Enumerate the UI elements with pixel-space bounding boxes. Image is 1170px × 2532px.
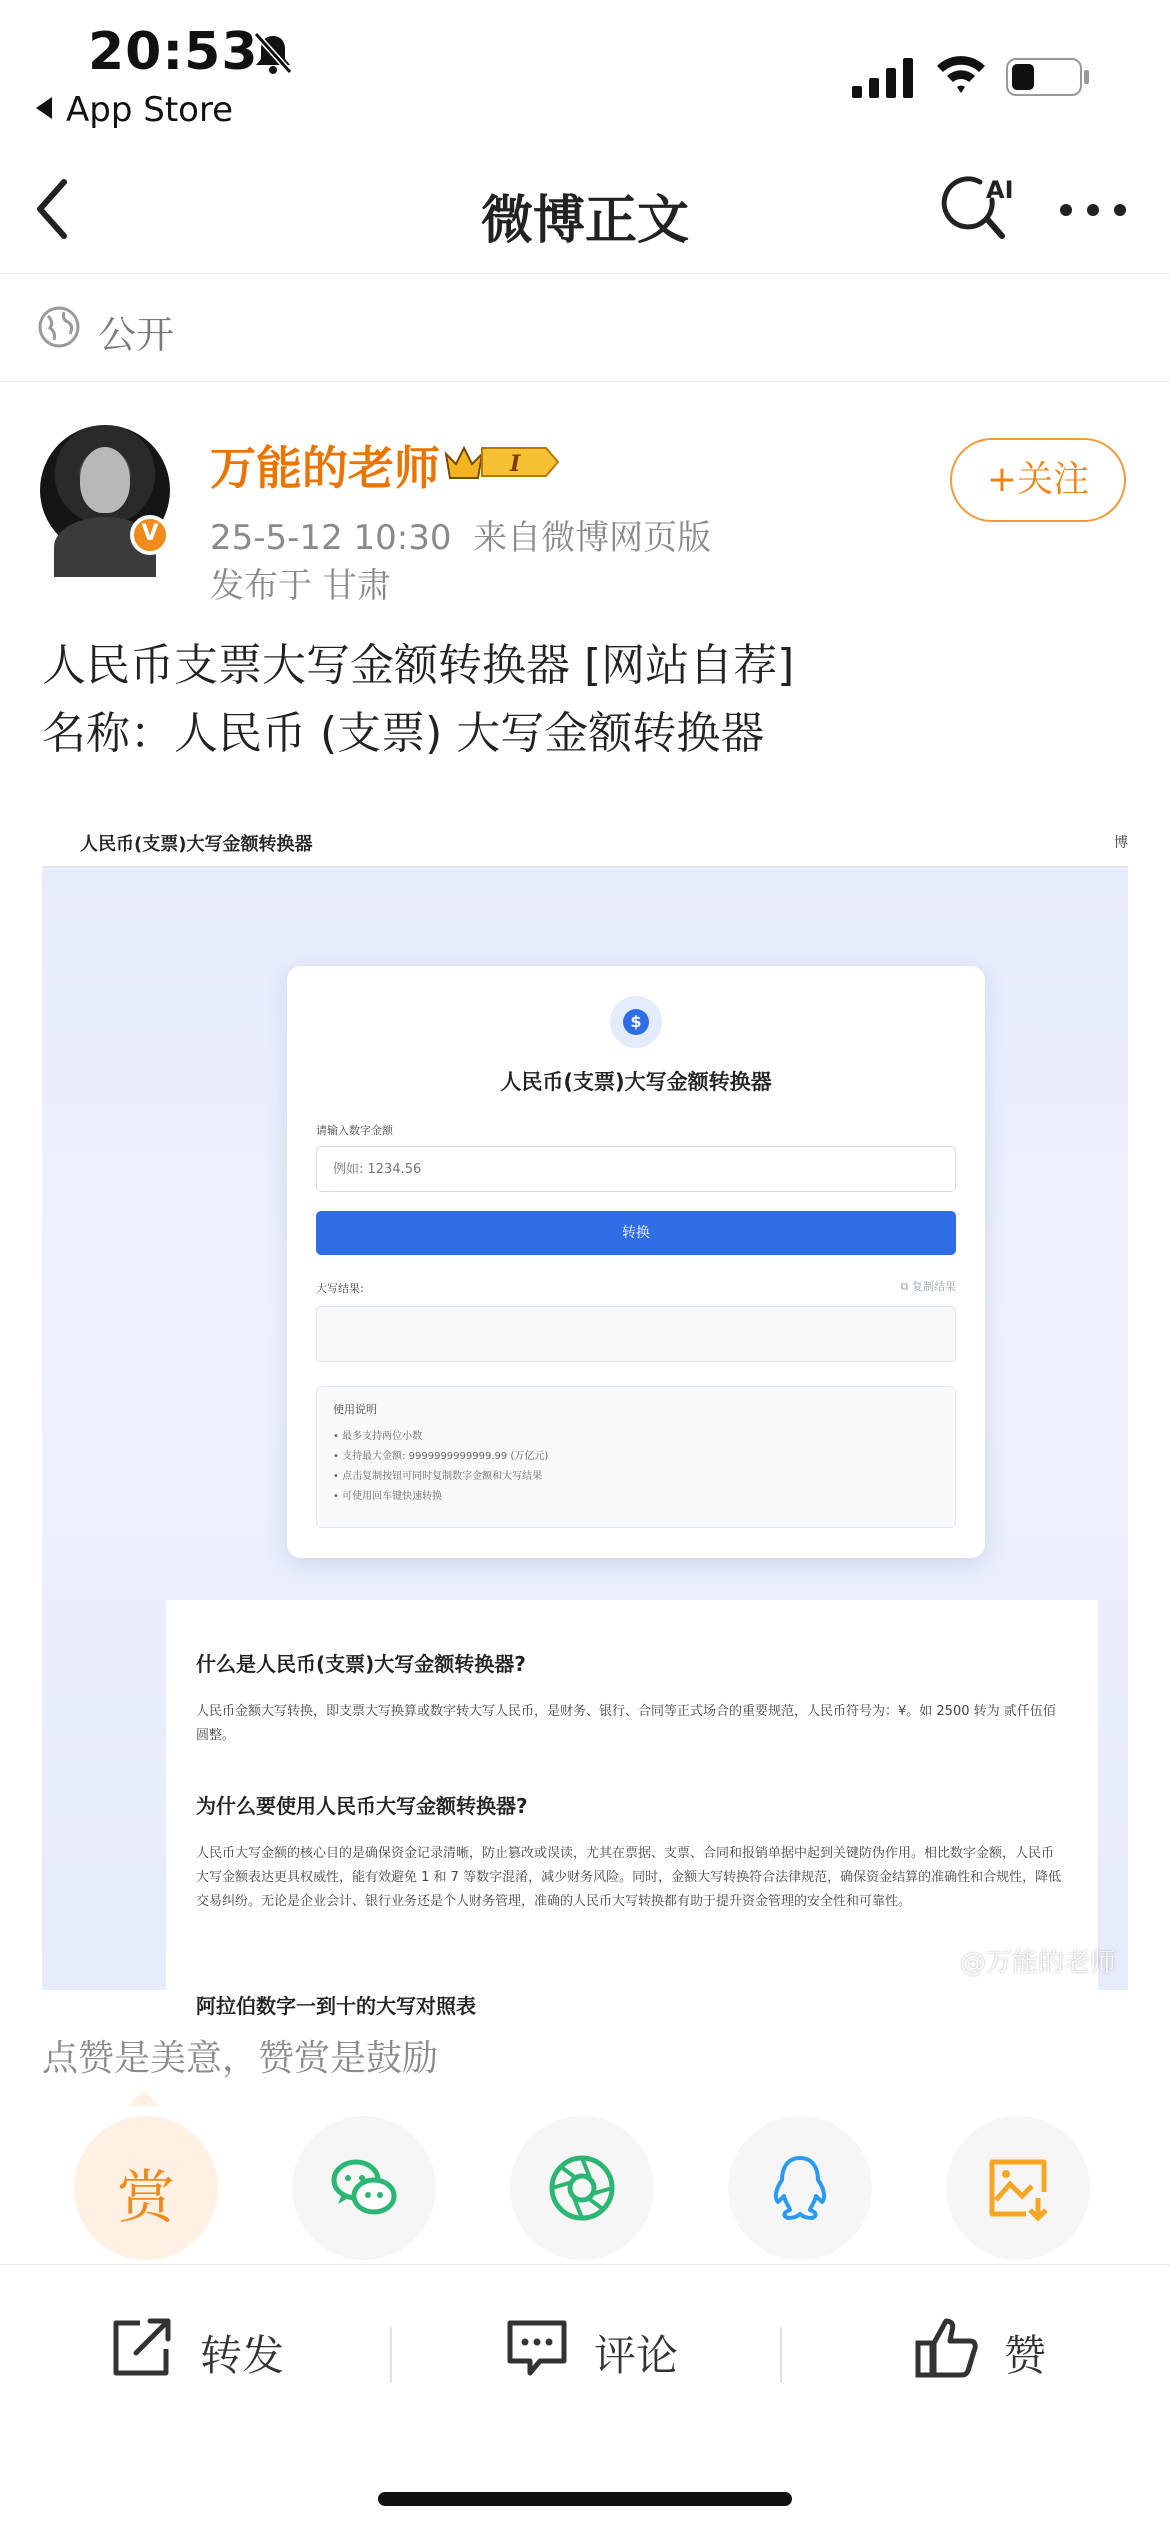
avatar-face — [80, 447, 130, 513]
like-button[interactable] — [914, 2317, 1084, 2381]
embed-site-title: 人民币(支票)大写金额转换器 — [80, 834, 313, 855]
navigation-bar — [0, 140, 1170, 274]
back-app-label: App Store — [66, 90, 234, 130]
usage-instructions — [316, 1386, 956, 1528]
signal-icon — [852, 58, 914, 98]
ai-label: AI — [986, 176, 1014, 204]
home-indicator[interactable] — [378, 2492, 792, 2506]
post-date: 25-5-12 10:30 — [210, 518, 452, 558]
vip-crown-icon — [442, 440, 560, 484]
copy-result-button: ⧉ 复制结果 — [900, 1280, 956, 1293]
usage-item: • 最多支持两位小数 — [333, 1431, 423, 1442]
wifi-icon — [935, 52, 987, 96]
more-icon[interactable] — [1058, 202, 1128, 218]
converter-title: 人民币(支票)大写金额转换器 — [500, 1070, 772, 1094]
back-to-app-store[interactable] — [36, 90, 233, 130]
reward-button[interactable] — [74, 2116, 218, 2260]
result-box — [316, 1306, 956, 1362]
ai-search-icon[interactable] — [940, 170, 1016, 246]
qq-icon — [764, 2152, 836, 2224]
article-paragraph-1: 人民币金额大写转换，即支票大写换算或数字转大写人民币，是财务、银行、合同等正式场合的重要规范，人民币符号为：¥。如 2500 转为 贰仟伍佰圆整。 — [196, 1704, 1056, 1743]
save-image-button[interactable] — [946, 2116, 1090, 2260]
author-name[interactable]: 万能的老师 — [210, 441, 440, 495]
visibility-label: 公开 — [98, 313, 175, 357]
globe-icon — [38, 306, 80, 348]
reward-label: 赏 — [116, 2163, 175, 2231]
article-heading-1: 什么是人民币(支票)大写金额转换器? — [196, 1652, 526, 1676]
repost-label: 转发 — [200, 2331, 285, 2380]
copy-result-label: 复制结果 — [912, 1280, 956, 1293]
currency-symbol: $ — [623, 1009, 649, 1035]
moments-icon — [546, 2152, 618, 2224]
repost-button[interactable] — [110, 2317, 320, 2381]
post-body — [42, 632, 794, 768]
divider — [390, 2327, 392, 2383]
verified-mark: V — [141, 521, 159, 546]
back-triangle-icon — [36, 97, 52, 119]
reward-pointer — [128, 2090, 160, 2106]
status-bar — [0, 0, 1170, 140]
reward-hint: 点赞是美意，赞赏是鼓励 — [42, 2038, 439, 2079]
battery-icon — [1006, 58, 1090, 96]
follow-button[interactable]: +关注 — [950, 438, 1126, 522]
status-time: 20:53 — [88, 22, 259, 82]
post-meta — [210, 510, 711, 559]
wechat-icon — [328, 2152, 400, 2224]
post-image[interactable] — [42, 810, 1128, 2018]
divider — [780, 2327, 782, 2383]
converter-card — [287, 966, 985, 1558]
save-image-icon — [982, 2152, 1054, 2224]
verified-badge — [130, 515, 170, 555]
comment-button[interactable] — [504, 2317, 714, 2381]
article-heading-3: 阿拉伯数字一到十的大写对照表 — [196, 1994, 476, 2018]
bell-off-icon — [250, 30, 296, 76]
article-heading-2: 为什么要使用人民币大写金额转换器? — [196, 1794, 528, 1818]
usage-item: • 点击复制按钮可同时复制数字金额和大写结果 — [333, 1471, 543, 1482]
result-label: 大写结果: — [316, 1282, 364, 1295]
thumbs-up-icon — [914, 2317, 980, 2379]
amount-input-label: 请输入数字金额 — [316, 1124, 393, 1137]
action-bar — [0, 2264, 1170, 2434]
visibility-row — [0, 274, 1170, 382]
usage-title: 使用说明 — [333, 1403, 377, 1416]
share-row — [0, 2110, 1170, 2260]
article-paragraph-2: 人民币大写金额的核心目的是确保资金记录清晰，防止篡改或误读，尤其在票据、支票、合同和报销单据中起到关键防伪作用。相比数字金额，人民币大写金额表达更具权威性，能有效避免 1 和 7 等数字混淆，减少财务风险。同时，金额大写转换符合法律规范，确保资金结算的准确性和合规性，降低交易纠纷。无论是企业会计、银行业务还是个人财务管理，准确的人民币大写转换都有助于提升资金管理的安全性和可靠性。 — [196, 1846, 1062, 1909]
share-wechat-button[interactable] — [292, 2116, 436, 2260]
currency-icon — [610, 996, 662, 1048]
embed-background — [42, 870, 1128, 2018]
amount-input — [316, 1146, 956, 1192]
usage-list — [333, 1427, 548, 1507]
convert-button: 转换 — [316, 1211, 956, 1255]
share-qq-button[interactable] — [728, 2116, 872, 2260]
embed-header-right: 博 — [1114, 835, 1128, 851]
post-location: 发布于 甘肃 — [210, 566, 391, 606]
post-line-2: 名称：人民币 (支票) 大写金额转换器 — [42, 708, 765, 759]
embed-site-header — [42, 810, 1128, 868]
comment-icon — [504, 2317, 570, 2379]
usage-item: • 支持最大金额: 9999999999999.99 (万亿元) — [333, 1451, 549, 1462]
level-badge: I — [510, 451, 521, 477]
page-title: 微博正文 — [480, 191, 689, 251]
post-source: 来自微博网页版 — [473, 518, 712, 558]
embed-article — [166, 1600, 1098, 2100]
share-moments-button[interactable] — [510, 2116, 654, 2260]
image-watermark: @万能的老师 — [959, 1948, 1116, 1978]
usage-item: • 可使用回车键快速转换 — [333, 1491, 443, 1502]
comment-label: 评论 — [594, 2331, 679, 2380]
post-line-1: 人民币支票大写金额转换器 [网站自荐] — [42, 640, 795, 691]
like-label: 赞 — [1004, 2331, 1047, 2380]
repost-icon — [110, 2317, 176, 2379]
